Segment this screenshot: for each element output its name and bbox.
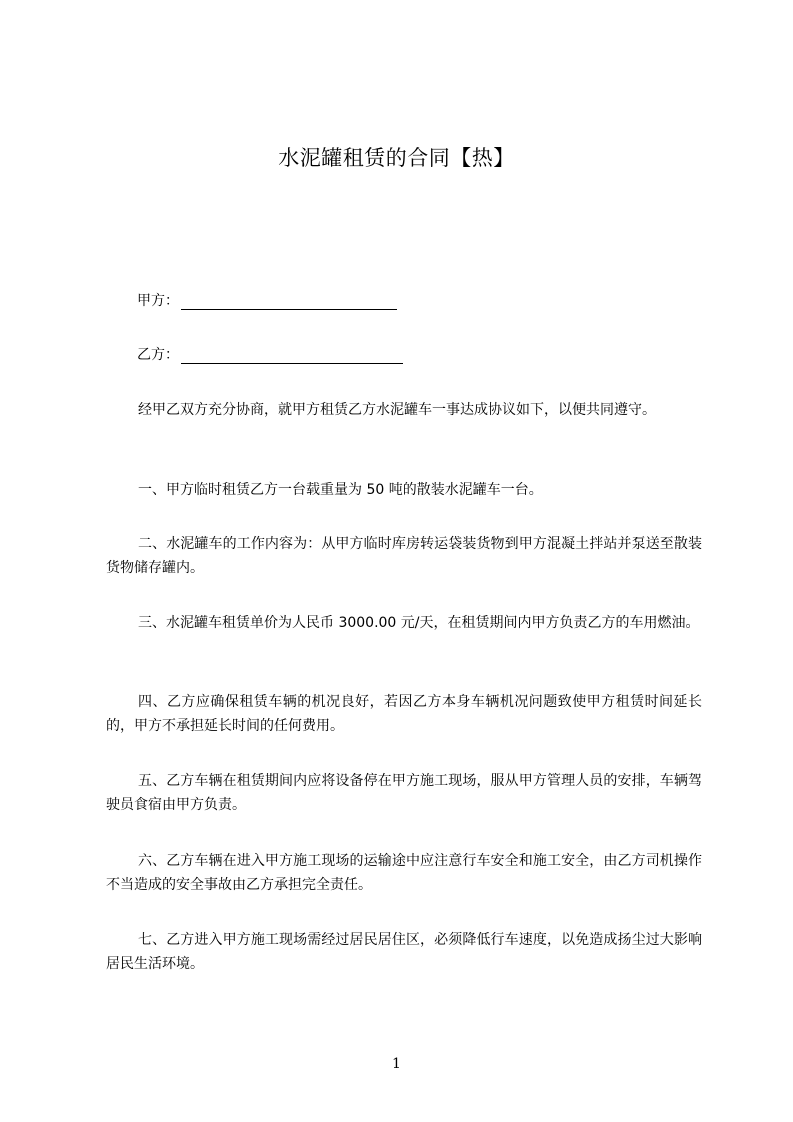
clause-3: 三、水泥罐车租赁单价为人民币 3000.00 元/天，在租赁期间内甲方负责乙方的车用燃油。 <box>138 615 700 631</box>
party-a-field <box>137 290 397 310</box>
party-a-blank-line <box>181 293 397 310</box>
party-b-field <box>137 344 403 364</box>
party-b-blank-line <box>181 347 403 364</box>
clause-6: 六、乙方车辆在进入甲方施工现场的运输途中应注意行车安全和施工安全，由乙方司机操作不当造成的安全事故由乙方承担完全责任。 <box>106 853 702 893</box>
clause-4: 四、乙方应确保租赁车辆的机况良好，若因乙方本身车辆机况问题致使甲方租赁时间延长的，甲方不承担延长时间的任何费用。 <box>106 694 702 734</box>
page-number: 1 <box>392 1056 401 1072</box>
document-title: 水泥罐租赁的合同【热】 <box>278 146 515 170</box>
intro-paragraph: 经甲乙双方充分协商，就甲方租赁乙方水泥罐车一事达成协议如下，以便共同遵守。 <box>138 402 656 418</box>
party-a-label: 甲方： <box>137 293 179 309</box>
clause-2: 二、水泥罐车的工作内容为：从甲方临时库房转运袋装货物到甲方混凝土拌站并泵送至散装货物储存罐内。 <box>106 536 702 576</box>
party-b-label: 乙方： <box>137 347 179 363</box>
clause-7: 七、乙方进入甲方施工现场需经过居民居住区，必须降低行车速度，以免造成扬尘过大影响居民生活环境。 <box>106 932 702 972</box>
clause-5: 五、乙方车辆在租赁期间内应将设备停在甲方施工现场，服从甲方管理人员的安排，车辆驾驶员食宿由甲方负责。 <box>106 773 702 813</box>
clause-1: 一、甲方临时租赁乙方一台载重量为 50 吨的散装水泥罐车一台。 <box>138 482 543 498</box>
